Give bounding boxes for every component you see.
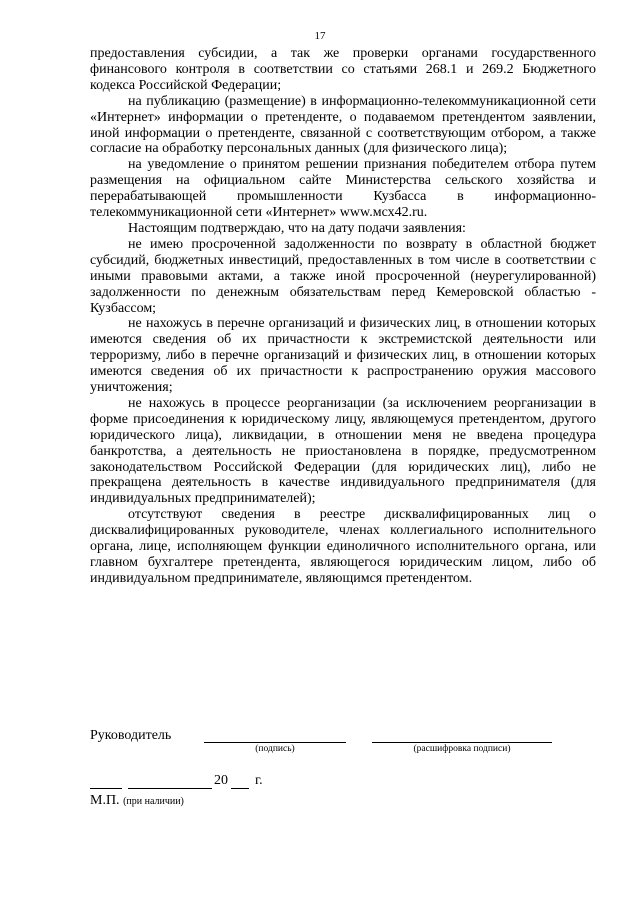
month-line[interactable] <box>128 773 212 789</box>
date-block <box>90 773 290 789</box>
stamp-note: (при наличии) <box>123 796 184 807</box>
day-line[interactable] <box>90 773 122 789</box>
name-caption: (расшифровка подписи) <box>413 744 511 754</box>
paragraph-2: на публикацию (размещение) в информационно-телекоммуникационной сети «Интернет» информации о претенденте, о подаваемом претендентом заявлении, иной информации о претенденте, связанной с соответствующим отбором, а также согласие на обработку персональных данных (для физического лица); <box>90 93 596 157</box>
paragraph-1: предоставления субсидии, а так же проверки органами государственного финансового контроля в соответствии со статьями 268.1 и 269.2 Бюджетного кодекса Российской Федерации; <box>90 46 596 93</box>
page-number: 17 <box>314 30 326 42</box>
signature-label: Руководитель <box>90 728 172 743</box>
year-suffix: г. <box>255 773 263 788</box>
paragraph-7: не нахожусь в процессе реорганизации (за исключением реорганизации в форме присоединения к юридическому лицу, являющемуся претендентом, другого юридического лица), ликвидации, в отношении меня не введена процедура банкротства, а деятельность не приостановлена в порядке, предусмотренном законодательством Российской Федерации (для юридических лиц), либо не прекращена деятельность в качестве индивидуального предпринимателя (для индивидуальных предпринимателей); <box>90 395 596 507</box>
paragraph-6: не нахожусь в перечне организаций и физических лиц, в отношении которых имеются сведения об их причастности к экстремистской деятельности или терроризму, либо в перечне организаций и физических лиц, в отношении которых имеются сведения об их причастности к распространению оружия массового уничтожения; <box>90 316 596 396</box>
signature-block <box>90 728 596 758</box>
document-body <box>90 46 596 587</box>
stamp-block <box>90 793 184 809</box>
paragraph-5: не имею просроченной задолженности по возврату в областной бюджет субсидий, бюджетных инвестиций, предоставленных в том числе в соответствии с иными правовыми актами, а также иной просроченной (неурегулированной) задолженности по денежным обязательствам перед Кемеровской областью - Кузбассом; <box>90 236 596 316</box>
paragraph-3: на уведомление о принятом решении признания победителем отбора путем размещения на официальном сайте Министерства сельского хозяйства и перерабатывающей промышленности Кузбасса в информационно-телекоммуникационной сети «Интернет» www.мсх42.ru. <box>90 157 596 221</box>
paragraph-8: отсутствуют сведения в реестре дисквалифицированных лиц о дисквалифицированных руководителе, членах коллегиального исполнительного органа, лице, исполняющем функции единоличного исполнительного органа, или главном бухгалтере претендента, являющегося юридическим лицом, либо об индивидуальном предпринимателе, являющимся претендентом. <box>90 507 596 586</box>
paragraph-4: Настоящим подтверждаю, что на дату подачи заявления: <box>128 220 466 236</box>
name-line[interactable] <box>372 742 552 743</box>
year-prefix: 20 <box>214 773 228 788</box>
signature-line[interactable] <box>204 742 346 743</box>
year-line[interactable] <box>231 773 249 789</box>
signature-caption: (подпись) <box>255 744 295 754</box>
stamp-label: М.П. <box>90 793 120 808</box>
